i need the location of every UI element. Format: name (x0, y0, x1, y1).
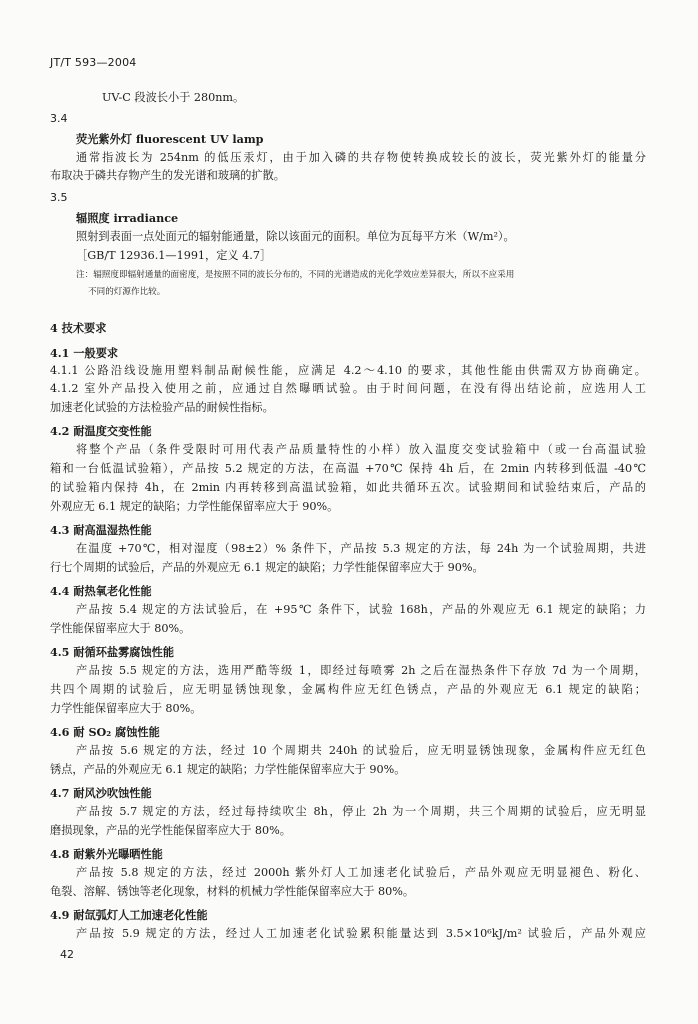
section-4-6-line-1: 产品按 5.6 规定的方法，经过 10 个周期共 240h 的试验后，应无明显锈蚀现象，金属构件应无红色 (76, 744, 646, 757)
section-3-5-note-line-2: 不同的灯源作比较。 (88, 287, 166, 297)
section-4-5-line-2: 共四个周期的试验后，应无明显锈蚀现象，金属构件应无红色锈点，产品的外观应无 6.1 规定的缺陷； (50, 683, 646, 696)
section-4-1-heading: 4.1 一般要求 (50, 346, 119, 360)
section-4-2-line-1: 将整个产品（条件受限时可用代表产品质量特性的小样）放入温度交变试验箱中（或一台高温试验 (76, 443, 646, 456)
section-4-5-heading: 4.5 耐循环盐雾腐蚀性能 (50, 645, 175, 659)
section-3-5-line-1: 照射到表面一点处面元的辐射能通量，除以该面元的面积。单位为瓦每平方米（W/m²）。 (76, 230, 515, 243)
section-4-4-heading: 4.4 耐热氧老化性能 (50, 584, 152, 598)
section-4-3-heading: 4.3 耐高温湿热性能 (50, 523, 152, 537)
standard-header: JT/T 593—2004 (50, 56, 137, 69)
section-4-9-heading: 4.9 耐氙弧灯人工加速老化性能 (50, 908, 208, 922)
section-4-3-line-2: 行七个周期的试验后，产品的外观应无 6.1 规定的缺陷；力学性能保留率应大于 90%。 (50, 561, 484, 574)
chapter-4-heading: 4 技术要求 (50, 321, 107, 335)
section-4-7-line-1: 产品按 5.7 规定的方法，经过每持续吹尘 8h，停止 2h 为一个周期，共三个周期的试验后，应无明显 (76, 805, 646, 818)
section-4-2-line-2: 箱和一台低温试验箱），产品按 5.2 规定的方法，在高温 +70℃ 保持 4h 后，在 2min 内转移到低温 -40℃ (50, 462, 646, 475)
section-3-5-note-line-1: 注：辐照度即辐射通量的面密度，是按照不同的波长分布的，不同的光谱造成的光化学效应差异很大，所以不应采用 (76, 270, 515, 280)
section-4-5-line-3: 力学性能保留率应大于 80%。 (50, 702, 202, 715)
section-4-8-line-2: 龟裂、溶解、锈蚀等老化现象，材料的机械力学性能保留率应大于 80%。 (50, 885, 415, 898)
section-4-7-heading: 4.7 耐风沙吹蚀性能 (50, 786, 152, 800)
section-3-5-term: 辐照度 irradiance (76, 211, 179, 225)
section-4-6-heading: 4.6 耐 SO₂ 腐蚀性能 (50, 725, 160, 739)
section-4-2-line-3: 的试验箱内保持 4h，在 2min 内再转移到高温试验箱，如此共循环五次。试验期间和试验结束后，产品的 (50, 481, 646, 494)
section-4-9-line-1: 产品按 5.9 规定的方法，经过人工加速老化试验累积能量达到 3.5×10⁶kJ/m² 试验后，产品外观应 (76, 927, 646, 940)
section-3-5-number: 3.5 (50, 191, 68, 204)
page-number: 42 (60, 948, 74, 961)
section-4-1-1: 4.1.1 公路沿线设施用塑料制品耐候性能，应满足 4.2～4.10 的要求，其他性能由供需双方协商确定。 (50, 364, 646, 377)
section-4-1-2-line-1: 4.1.2 室外产品投入使用之前，应通过自然曝晒试验。由于时间问题，在没有得出结论前，应选用人工 (50, 382, 646, 395)
section-4-3-line-1: 在温度 +70℃，相对湿度（98±2）% 条件下，产品按 5.3 规定的方法，每 24h 为一个试验周期，共进 (76, 542, 646, 555)
section-4-6-line-2: 锈点，产品的外观应无 6.1 规定的缺陷；力学性能保留率应大于 90%。 (50, 763, 406, 776)
section-4-1-2-line-2: 加速老化试验的方法检验产品的耐候性指标。 (50, 401, 274, 414)
section-3-4-term: 荧光紫外灯 fluorescent UV lamp (76, 132, 264, 146)
section-4-8-line-1: 产品按 5.8 规定的方法，经过 2000h 紫外灯人工加速老化试验后，产品外观应无明显褪色、粉化、 (76, 866, 646, 879)
section-3-4-number: 3.4 (50, 112, 68, 125)
section-4-5-line-1: 产品按 5.5 规定的方法，选用严酷等级 1，即经过每喷雾 2h 之后在湿热条件下存放 7d 为一个周期， (76, 664, 646, 677)
section-4-4-line-2: 学性能保留率应大于 80%。 (50, 622, 191, 635)
section-4-2-line-4: 外观应无 6.1 规定的缺陷；力学性能保留率应大于 90%。 (50, 500, 339, 513)
section-3-4-line-2: 布取决于磷共存物产生的发光谱和玻璃的扩散。 (50, 169, 285, 182)
section-3-5-line-2: ［GB/T 12936.1—1991，定义 4.7］ (76, 249, 272, 262)
uvc-line: UV-C 段波长小于 280nm。 (102, 91, 245, 104)
section-4-2-heading: 4.2 耐温度交变性能 (50, 424, 152, 438)
section-4-7-line-2: 磨损现象，产品的光学性能保留率应大于 80%。 (50, 824, 291, 837)
section-4-8-heading: 4.8 耐紫外光曝晒性能 (50, 847, 163, 861)
section-4-4-line-1: 产品按 5.4 规定的方法试验后，在 +95℃ 条件下，试验 168h，产品的外观应无 6.1 规定的缺陷；力 (76, 603, 646, 616)
section-3-4-line-1: 通常指波长为 254nm 的低压汞灯，由于加入磷的共存物使转换成较长的波长，荧光紫外灯的能量分 (76, 151, 646, 164)
